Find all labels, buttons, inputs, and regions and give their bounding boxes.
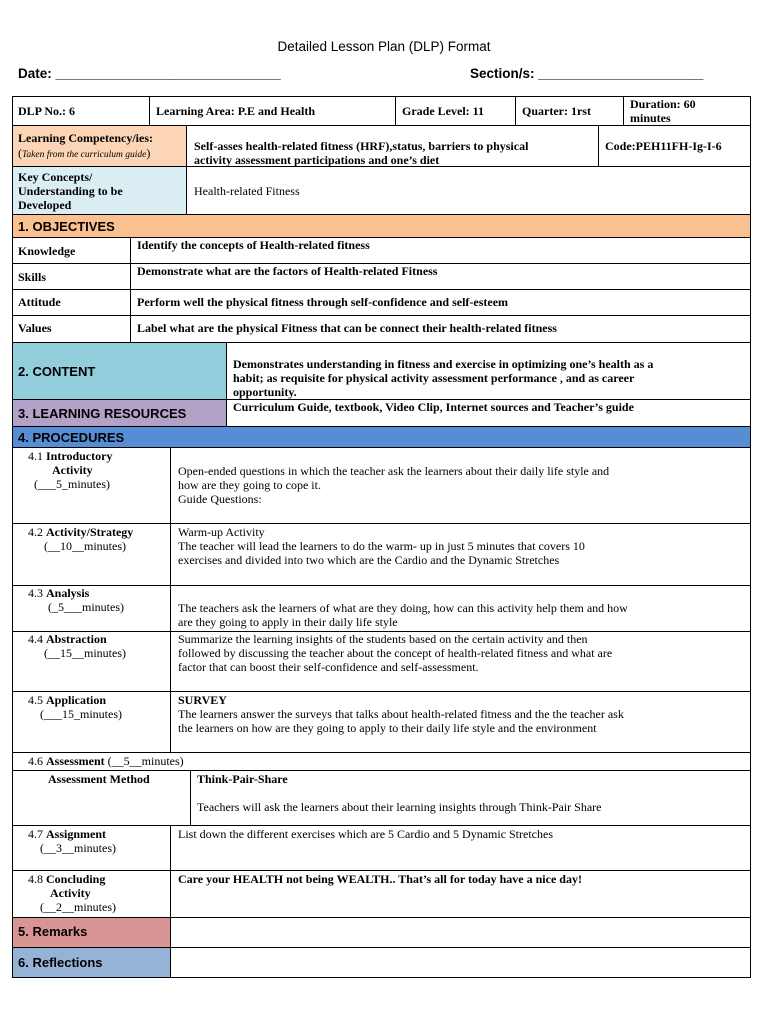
procedure-concluding-label: 4.8 Concluding Activity (__2__minutes) bbox=[28, 872, 116, 914]
resources-heading: 3. LEARNING RESOURCES bbox=[18, 406, 187, 421]
grade-level: Grade Level: 11 bbox=[402, 104, 484, 118]
competency-label: Learning Competency/ies: bbox=[18, 131, 153, 145]
key-concepts-value: Health-related Fitness bbox=[194, 184, 300, 198]
competency-text: Self-asses health-related fitness (HRF),status, barriers to physical activity assessment participations and one’s diet bbox=[194, 139, 529, 167]
assessment-method-value: Think-Pair-Share bbox=[197, 772, 288, 786]
procedure-introductory-label: 4.1 Introductory Activity (___5_minutes) bbox=[28, 449, 113, 491]
procedure-abstraction-label: 4.4 Abstraction (__15__minutes) bbox=[28, 632, 126, 660]
procedure-introductory-text: Open-ended questions in which the teacher ask the learners about their daily life style and how are they going to cope it. Guide Questions: bbox=[178, 464, 610, 506]
procedure-assignment-label: 4.7 Assignment (__3__minutes) bbox=[28, 827, 116, 855]
resources-value: Curriculum Guide, textbook, Video Clip, Internet sources and Teacher’s guide bbox=[233, 400, 634, 414]
objective-label-skills: Skills bbox=[18, 270, 47, 284]
content-heading: 2. CONTENT bbox=[18, 364, 96, 379]
procedure-assignment-text: List down the different exercises which are 5 Cardio and 5 Dynamic Stretches bbox=[178, 827, 553, 841]
dlp-number: DLP No.: 6 bbox=[18, 104, 75, 118]
duration: Duration: 60 minutes bbox=[630, 97, 696, 125]
date-field: Date: ______________________________ bbox=[18, 66, 281, 81]
procedure-activity-text: Warm-up Activity The teacher will lead the learners to do the warm- up in just 5 minutes that covers 10 exercises and divided into two which are the Cardio and the Dynamic Stretches bbox=[178, 525, 585, 567]
objectives-heading: 1. OBJECTIVES bbox=[18, 219, 115, 234]
quarter: Quarter: 1rst bbox=[522, 104, 591, 118]
competency-code: Code:PEH11FH-Ig-I-6 bbox=[605, 139, 722, 153]
objective-label-knowledge: Knowledge bbox=[18, 244, 76, 258]
key-concepts-label: Key Concepts/ Understanding to be Developed bbox=[18, 170, 123, 212]
objective-value-values: Label what are the physical Fitness that can be connect their health-related fitness bbox=[137, 321, 557, 335]
objectives-heading-bar bbox=[12, 214, 751, 238]
procedure-concluding-text: Care your HEALTH not being WEALTH.. That’s all for today have a nice day! bbox=[178, 872, 582, 886]
objective-value-skills: Demonstrate what are the factors of Health-related Fitness bbox=[137, 264, 438, 278]
assessment-method-label: Assessment Method bbox=[48, 772, 150, 786]
procedure-application-text: SURVEY The learners answer the surveys that talks about health-related fitness and the the teacher ask the learners on how are they going to apply to their daily life style and the environment bbox=[178, 693, 624, 735]
learning-area: Learning Area: P.E and Health bbox=[156, 104, 316, 118]
procedures-heading: 4. PROCEDURES bbox=[18, 430, 125, 445]
objective-label-values: Values bbox=[18, 321, 52, 335]
section-field: Section/s: ______________________ bbox=[470, 66, 704, 81]
procedure-assessment-label: 4.6 Assessment (__5__minutes) bbox=[28, 754, 184, 768]
objective-value-attitude: Perform well the physical fitness through self-confidence and self-esteem bbox=[137, 295, 509, 309]
objective-value-knowledge: Identify the concepts of Health-related fitness bbox=[137, 238, 370, 252]
reflections-heading: 6. Reflections bbox=[18, 955, 103, 970]
content-text: Demonstrates understanding in fitness and exercise in optimizing one’s health as a habit; as requisite for physical activity assessment performance , and as career opportunity. bbox=[233, 357, 654, 399]
competency-sub-label: (Taken from the curriculum guide) bbox=[18, 146, 151, 160]
procedure-analysis-label: 4.3 Analysis (_5___minutes) bbox=[28, 586, 124, 614]
procedure-activity-label: 4.2 Activity/Strategy (__10__minutes) bbox=[28, 525, 134, 553]
objective-label-attitude: Attitude bbox=[18, 295, 61, 309]
procedure-analysis-text: The teachers ask the learners of what are they doing, how can this activity help them and how are they going to apply in their daily life style bbox=[178, 601, 628, 629]
assessment-method-text: Teachers will ask the learners about their learning insights through Think-Pair Share bbox=[197, 800, 602, 814]
procedure-abstraction-text: Summarize the learning insights of the students based on the certain activity and then followed by discussing the teacher about the concept of health-related fitness and what are factor that can boost their self-confidence and self-assessment. bbox=[178, 632, 613, 674]
document-title: Detailed Lesson Plan (DLP) Format bbox=[277, 39, 491, 54]
procedure-application-label: 4.5 Application (___15_minutes) bbox=[28, 693, 122, 721]
remarks-heading: 5. Remarks bbox=[18, 924, 88, 939]
